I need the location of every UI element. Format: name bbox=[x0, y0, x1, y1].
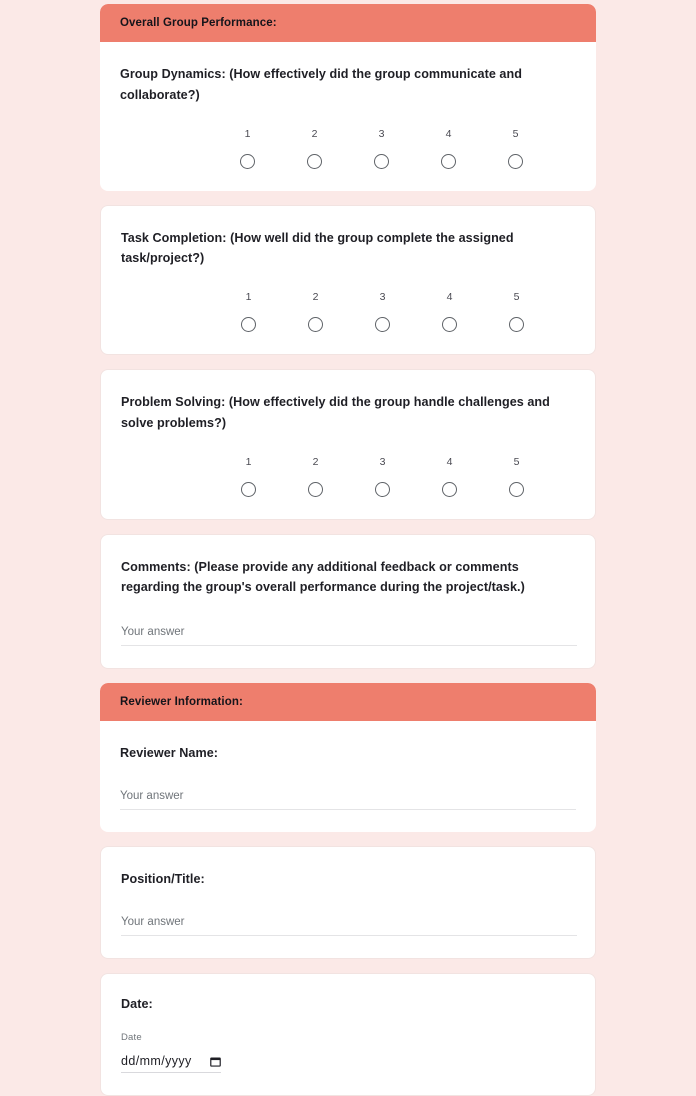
scale-number: 5 bbox=[513, 455, 520, 468]
linear-scale-problem-solving bbox=[121, 456, 575, 497]
scale-number: 3 bbox=[378, 127, 385, 140]
scale-number: 3 bbox=[379, 455, 386, 468]
question-card-date bbox=[100, 973, 596, 1096]
scale-label-cell bbox=[483, 456, 550, 468]
question-label-position-title: Position/Title: bbox=[121, 871, 205, 886]
date-mini-label: Date bbox=[121, 1032, 142, 1044]
scale-number-row bbox=[215, 456, 575, 468]
radio-button-group-dynamics-3[interactable] bbox=[374, 154, 389, 169]
linear-scale-group-dynamics bbox=[120, 128, 576, 169]
section-header-title: Overall Group Performance: bbox=[120, 17, 277, 29]
radio-button-group-dynamics-5[interactable] bbox=[508, 154, 523, 169]
question-card-problem-solving bbox=[100, 369, 596, 520]
radio-button-problem-solving-4[interactable] bbox=[442, 482, 457, 497]
radio-cell[interactable] bbox=[482, 154, 549, 169]
question-label-problem-solving: Problem Solving: (How effectively did the group handle challenges and solve problems?) bbox=[121, 395, 550, 430]
scale-label-cell bbox=[349, 456, 416, 468]
scale-number-row bbox=[214, 128, 576, 140]
scale-label-cell bbox=[214, 128, 281, 140]
scale-number: 1 bbox=[245, 291, 252, 304]
radio-cell[interactable] bbox=[215, 317, 282, 332]
question-label-comments: Comments: (Please provide any additional feedback or comments regarding the group's overall performance during the project/task.) bbox=[121, 559, 525, 595]
question-label-date: Date: bbox=[121, 996, 153, 1011]
calendar-icon[interactable] bbox=[210, 1056, 221, 1067]
scale-label-cell bbox=[281, 128, 348, 140]
radio-button-group-dynamics-1[interactable] bbox=[240, 154, 255, 169]
radio-button-problem-solving-3[interactable] bbox=[375, 482, 390, 497]
scale-number: 5 bbox=[513, 291, 520, 304]
scale-number: 3 bbox=[379, 291, 386, 304]
radio-button-task-completion-1[interactable] bbox=[241, 317, 256, 332]
radio-cell[interactable] bbox=[483, 317, 550, 332]
radio-button-group-dynamics-2[interactable] bbox=[307, 154, 322, 169]
radio-cell[interactable] bbox=[349, 317, 416, 332]
radio-cell[interactable] bbox=[415, 154, 482, 169]
position-title-input[interactable] bbox=[121, 916, 577, 936]
radio-button-task-completion-2[interactable] bbox=[308, 317, 323, 332]
scale-label-cell bbox=[282, 456, 349, 468]
date-placeholder-text: dd/mm/yyyy bbox=[121, 1054, 192, 1069]
scale-label-cell bbox=[282, 291, 349, 303]
scale-radio-row bbox=[215, 317, 575, 332]
question-label-reviewer-name: Reviewer Name: bbox=[120, 746, 219, 761]
section-header-overall-group-performance bbox=[100, 4, 596, 42]
scale-number: 4 bbox=[446, 455, 453, 468]
scale-number: 5 bbox=[512, 127, 519, 140]
question-card-comments bbox=[100, 534, 596, 670]
scale-number: 2 bbox=[312, 455, 319, 468]
scale-label-cell bbox=[349, 291, 416, 303]
question-body-problem-solving bbox=[101, 370, 595, 519]
scale-radio-row bbox=[214, 154, 576, 169]
radio-cell[interactable] bbox=[214, 154, 281, 169]
radio-cell[interactable] bbox=[416, 482, 483, 497]
question-body-date bbox=[101, 974, 595, 1096]
question-label-task-completion: Task Completion: (How well did the group complete the assigned task/project?) bbox=[121, 230, 514, 266]
radio-button-problem-solving-1[interactable] bbox=[241, 482, 256, 497]
scale-label-cell bbox=[416, 456, 483, 468]
radio-button-group-dynamics-4[interactable] bbox=[441, 154, 456, 169]
question-body-position-title bbox=[101, 847, 595, 958]
scale-label-cell bbox=[483, 291, 550, 303]
question-card-task-completion bbox=[100, 205, 596, 356]
question-body-group-dynamics bbox=[100, 42, 596, 191]
section-card-reviewer-information bbox=[100, 683, 596, 832]
radio-cell[interactable] bbox=[416, 317, 483, 332]
radio-cell[interactable] bbox=[282, 482, 349, 497]
scale-number: 4 bbox=[445, 127, 452, 140]
radio-cell[interactable] bbox=[349, 482, 416, 497]
radio-cell[interactable] bbox=[483, 482, 550, 497]
scale-label-cell bbox=[348, 128, 415, 140]
radio-button-problem-solving-2[interactable] bbox=[308, 482, 323, 497]
linear-scale-task-completion bbox=[121, 291, 575, 332]
scale-number: 1 bbox=[244, 127, 251, 140]
question-body-comments bbox=[101, 535, 595, 669]
scale-label-cell bbox=[482, 128, 549, 140]
question-body-reviewer-name bbox=[100, 721, 596, 832]
radio-cell[interactable] bbox=[348, 154, 415, 169]
question-card-position-title bbox=[100, 846, 596, 959]
radio-button-task-completion-5[interactable] bbox=[509, 317, 524, 332]
radio-cell[interactable] bbox=[282, 317, 349, 332]
scale-label-cell bbox=[215, 291, 282, 303]
scale-label-cell bbox=[215, 456, 282, 468]
scale-number: 4 bbox=[446, 291, 453, 304]
scale-number: 2 bbox=[312, 291, 319, 304]
section-header-title: Reviewer Information: bbox=[120, 696, 243, 709]
radio-button-task-completion-3[interactable] bbox=[375, 317, 390, 332]
date-field-block bbox=[121, 1032, 575, 1073]
scale-number: 1 bbox=[245, 455, 252, 468]
section-header-reviewer-information bbox=[100, 683, 596, 721]
radio-cell[interactable] bbox=[281, 154, 348, 169]
reviewer-name-input[interactable] bbox=[120, 790, 576, 810]
date-input[interactable] bbox=[121, 1054, 221, 1073]
section-card-overall-group-performance bbox=[100, 4, 596, 191]
scale-number-row bbox=[215, 291, 575, 303]
scale-label-cell bbox=[415, 128, 482, 140]
scale-label-cell bbox=[416, 291, 483, 303]
question-body-task-completion bbox=[101, 206, 595, 355]
radio-button-task-completion-4[interactable] bbox=[442, 317, 457, 332]
question-label-group-dynamics: Group Dynamics: (How effectively did the group communicate and collaborate?) bbox=[120, 67, 522, 102]
scale-number: 2 bbox=[311, 127, 318, 140]
radio-button-problem-solving-5[interactable] bbox=[509, 482, 524, 497]
radio-cell[interactable] bbox=[215, 482, 282, 497]
comments-answer-input[interactable] bbox=[121, 626, 577, 646]
scale-radio-row bbox=[215, 482, 575, 497]
